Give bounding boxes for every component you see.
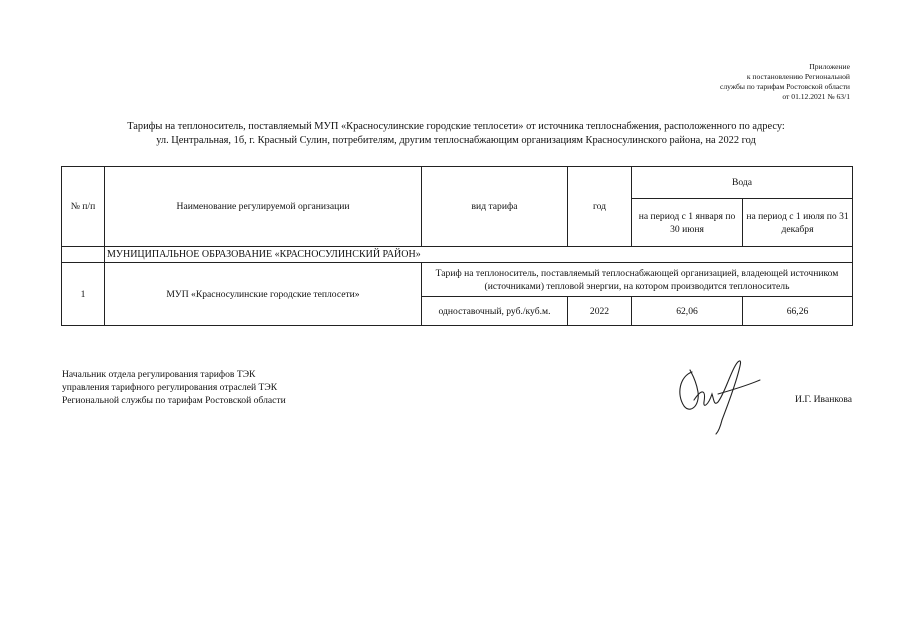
row-value-2: 66,26 bbox=[743, 297, 853, 326]
table-header-row bbox=[62, 167, 853, 199]
row-num: 1 bbox=[62, 263, 105, 326]
row-org: МУП «Красносулинские городские теплосети» bbox=[105, 263, 422, 326]
position-line-3: Региональной службы по тарифам Ростовской области bbox=[62, 395, 286, 406]
row-year: 2022 bbox=[568, 297, 632, 326]
appendix-line-3: службы по тарифам Ростовской области bbox=[719, 82, 850, 91]
header-period-1: на период с 1 января по 30 июня bbox=[632, 199, 743, 247]
appendix-line-4: от 01.12.2021 № 63/1 bbox=[782, 92, 850, 101]
section-label: МУНИЦИПАЛЬНОЕ ОБРАЗОВАНИЕ «КРАСНОСУЛИНСКИЙ РАЙОН» bbox=[105, 247, 853, 263]
row-value-1: 62,06 bbox=[632, 297, 743, 326]
signer-name: И.Г. Иванкова bbox=[795, 394, 852, 405]
tariff-table bbox=[61, 166, 853, 326]
header-tariff-type: вид тарифа bbox=[422, 167, 568, 247]
appendix-line-1: Приложение bbox=[809, 62, 850, 71]
appendix-note bbox=[610, 62, 850, 102]
section-row bbox=[62, 247, 853, 263]
document-title bbox=[60, 120, 852, 148]
header-org: Наименование регулируемой организации bbox=[105, 167, 422, 247]
signatory-position bbox=[62, 368, 286, 407]
handwritten-signature bbox=[672, 350, 772, 436]
header-num: № п/п bbox=[62, 167, 105, 247]
section-empty-cell bbox=[62, 247, 105, 263]
position-line-2: управления тарифного регулирования отраслей ТЭК bbox=[62, 382, 278, 393]
row-tariff-type: одноставочный, руб./куб.м. bbox=[422, 297, 568, 326]
header-year: год bbox=[568, 167, 632, 247]
position-line-1: Начальник отдела регулирования тарифов ТЭК bbox=[62, 369, 256, 380]
appendix-line-2: к постановлению Региональной bbox=[746, 72, 850, 81]
row-description: Тариф на теплоноситель, поставляемый теплоснабжающей организацией, владеющей источником (источниками) тепловой энергии, на котором производится теплоноситель bbox=[422, 263, 853, 297]
title-line-2: ул. Центральная, 1б, г. Красный Сулин, потребителям, другим теплоснабжающим организациям Красносулинского района, на 2022 год bbox=[156, 135, 756, 146]
header-period-2: на период с 1 июля по 31 декабря bbox=[743, 199, 853, 247]
table-row bbox=[62, 263, 853, 297]
header-water: Вода bbox=[632, 167, 853, 199]
title-line-1: Тарифы на теплоноситель, поставляемый МУП «Красносулинские городские теплосети» от источника теплоснабжения, расположенного по адресу: bbox=[127, 121, 785, 132]
